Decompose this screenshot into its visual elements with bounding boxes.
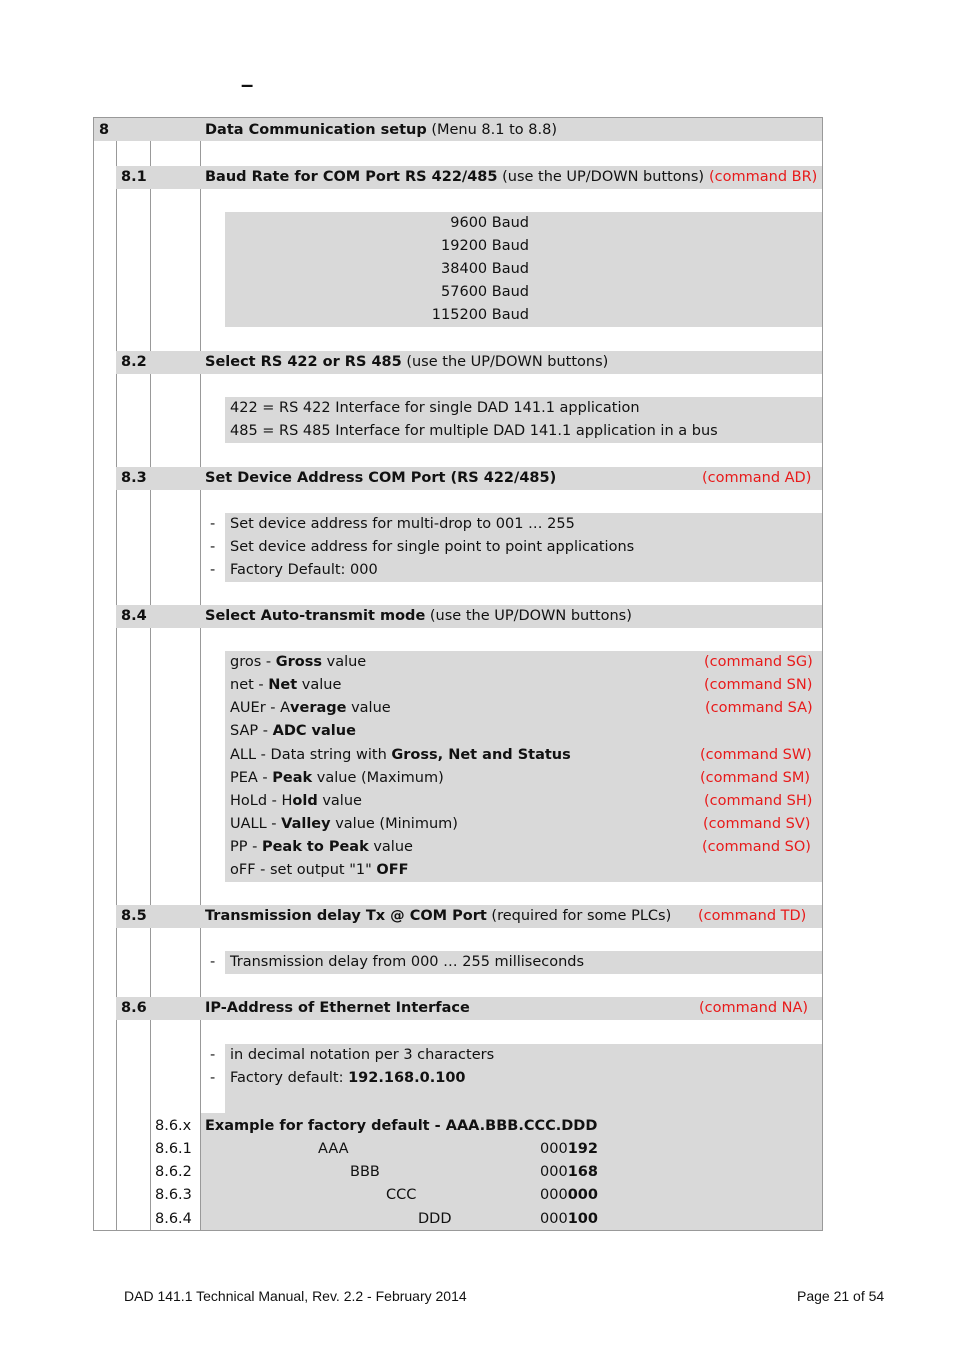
bullet-dash: - [210, 1070, 216, 1086]
mode-item: ALL - Data string with Gross, Net and Status [230, 747, 571, 763]
example-row-label: DDD [418, 1211, 452, 1227]
ip-bullet: in decimal notation per 3 characters [230, 1047, 495, 1063]
section-85-number: 8.5 [121, 908, 147, 924]
section-83-command: (command AD) [702, 470, 812, 486]
example-row-value: 000000 [540, 1187, 598, 1203]
section-82-title: Select RS 422 or RS 485 (use the UP/DOWN buttons) [205, 354, 609, 370]
bullet-dash: - [210, 562, 216, 578]
bullet-dash: - [210, 539, 216, 555]
col-line-3 [200, 118, 201, 1230]
section-84-number: 8.4 [121, 608, 147, 624]
example-title: Example for factory default - AAA.BBB.CCC.DDD [205, 1118, 598, 1134]
example-row-number: 8.6.3 [155, 1187, 192, 1203]
section-81-title: Baud Rate for COM Port RS 422/485 (use the UP/DOWN buttons) [205, 169, 705, 185]
mode-command: (command SA) [705, 700, 813, 716]
mode-command: (command SH) [704, 793, 813, 809]
col-line-2 [150, 118, 151, 1230]
mode-item: PP - Peak to Peak value [230, 839, 413, 855]
mode-item: PEA - Peak value (Maximum) [230, 770, 444, 786]
mode-item: gros - Gross value [230, 654, 367, 670]
example-number: 8.6.x [155, 1118, 192, 1134]
mode-command: (command SO) [702, 839, 811, 855]
mode-item: UALL - Valley value (Minimum) [230, 816, 458, 832]
mode-command: (command SV) [703, 816, 811, 832]
example-row-value: 000168 [540, 1164, 598, 1180]
section-86-command: (command NA) [699, 1000, 809, 1016]
mode-item: oFF - set output "1" OFF [230, 862, 409, 878]
baud-option: 57600 Baud [441, 284, 529, 300]
baud-option: 38400 Baud [441, 261, 529, 277]
mode-item: SAP - ADC value [230, 723, 356, 739]
header-mark: – [241, 72, 254, 97]
section-83-number: 8.3 [121, 470, 147, 486]
mode-item: net - Net value [230, 677, 342, 693]
example-row-label: AAA [318, 1141, 349, 1157]
bullet-dash: - [210, 516, 216, 532]
menu-title: Data Communication setup (Menu 8.1 to 8.8) [205, 122, 557, 138]
mode-item: AUEr - Average value [230, 700, 391, 716]
address-bullet: Set device address for multi-drop to 001 … 255 [230, 516, 575, 532]
menu-number: 8 [99, 122, 110, 138]
mode-command: (command SW) [700, 747, 812, 763]
section-86-number: 8.6 [121, 1000, 147, 1016]
section-84-title: Select Auto-transmit mode (use the UP/DOWN buttons) [205, 608, 632, 624]
ip-bullet: Factory default: 192.168.0.100 [230, 1070, 466, 1086]
example-row-number: 8.6.4 [155, 1211, 192, 1227]
example-row-value: 000100 [540, 1211, 598, 1227]
example-row-label: BBB [350, 1164, 380, 1180]
col-line-1 [116, 118, 117, 1230]
mode-command: (command SG) [704, 654, 813, 670]
mode-command: (command SM) [700, 770, 811, 786]
section-81-number: 8.1 [121, 169, 147, 185]
section-86-title: IP-Address of Ethernet Interface [205, 1000, 470, 1016]
bullet-dash: - [210, 1047, 216, 1063]
section-85-title: Transmission delay Tx @ COM Port (required for some PLCs) [205, 908, 672, 924]
mode-command: (command SN) [704, 677, 813, 693]
example-row-label: CCC [386, 1187, 417, 1203]
rs-option: 485 = RS 485 Interface for multiple DAD 141.1 application in a bus [230, 423, 718, 439]
footer-page-number: Page 21 of 54 [797, 1288, 885, 1304]
footer-document-title: DAD 141.1 Technical Manual, Rev. 2.2 - February 2014 [124, 1288, 467, 1304]
example-row-number: 8.6.2 [155, 1164, 192, 1180]
rs-option: 422 = RS 422 Interface for single DAD 141.1 application [230, 400, 640, 416]
section-85-command: (command TD) [698, 908, 807, 924]
section-82-number: 8.2 [121, 354, 147, 370]
mode-item: HoLd - Hold value [230, 793, 362, 809]
baud-option: 115200 Baud [431, 307, 529, 323]
baud-option: 19200 Baud [441, 238, 529, 254]
address-bullet: Factory Default: 000 [230, 562, 378, 578]
section-83-title: Set Device Address COM Port (RS 422/485) [205, 470, 557, 486]
bullet-dash: - [210, 954, 216, 970]
example-row-number: 8.6.1 [155, 1141, 192, 1157]
address-bullet: Set device address for single point to point applications [230, 539, 635, 555]
section-81-command: (command BR) [709, 169, 818, 185]
delay-bullet: Transmission delay from 000 … 255 milliseconds [230, 954, 585, 970]
baud-option: 9600 Baud [450, 215, 529, 231]
example-row-value: 000192 [540, 1141, 598, 1157]
